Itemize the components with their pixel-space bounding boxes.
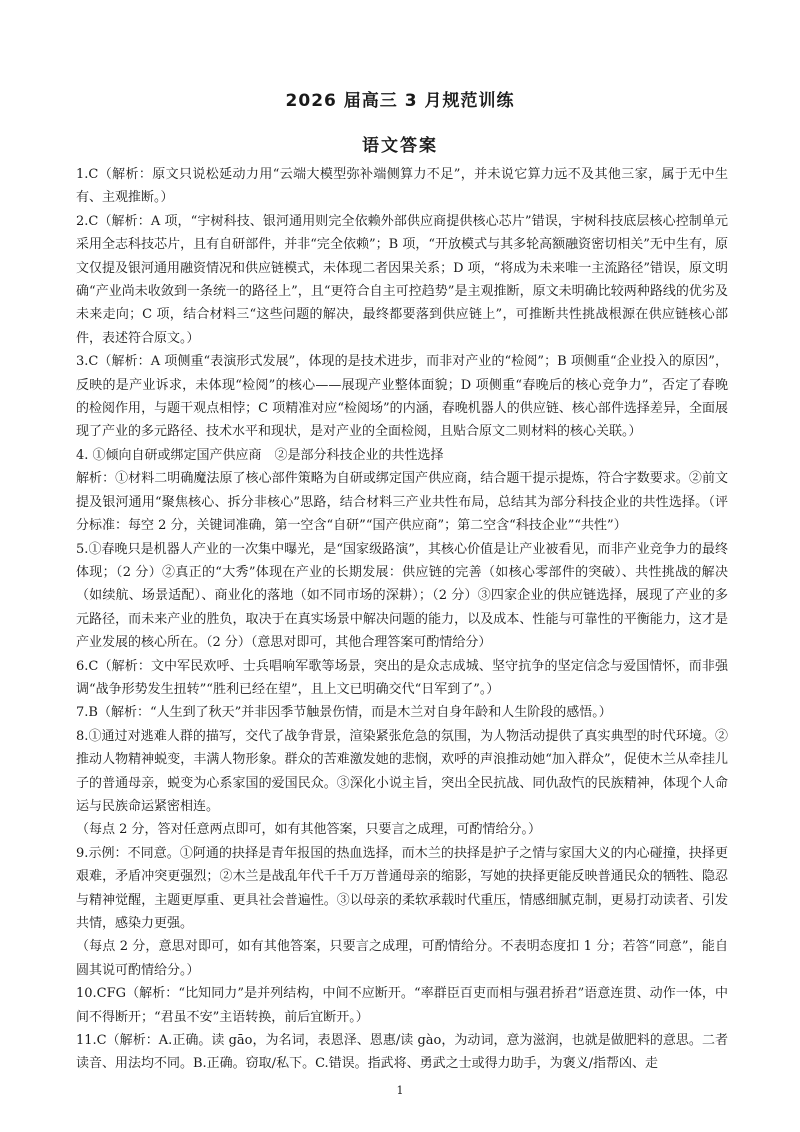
answer-paragraph: 9.示例：不同意。①阿通的抉择是青年报国的热血选择，而木兰的抉择是护子之情与家国大义的内心碰撞，抉择更艰难，矛盾冲突更强烈；②木兰是战乱年代千千万万普通母亲的缩影，写她的抉择更能反映普通民众的牺牲、隐忍与精神觉醒，主题更厚重、更具社会普遍性。③以母亲的柔软承载时代重压，情感细腻克制，更易打动读者、引发共情，感染力更强。: [76, 845, 728, 931]
answer-body: [76, 163, 728, 1076]
answer-paragraph: 7.B（解析：“人生到了秋天”并非因季节触景伤情，而是木兰对自身年龄和人生阶段的感悟。）: [76, 705, 612, 721]
document-title: 2026 届高三 3 月规范训练: [285, 91, 515, 111]
answer-paragraph: （每点 2 分，意思对即可，如有其他答案，只要言之成理，可酌情给分。不表明态度扣 1 分；若答“同意”，能自圆其说可酌情给分。）: [76, 939, 728, 978]
answer-paragraph: 11.C（解析：A.正确。读 gāo，为名词，表恩泽、恩惠/读 gào，为动词，意为滋润，也就是做肥料的意思。二者读音、用法均不同。B.正确。窃取/私下。C.错误。指武将、勇武之士或得力助手，为褒义/指帮凶、走: [76, 1033, 728, 1072]
page-number: 1: [396, 1084, 404, 1097]
answer-paragraph: 5.①春晚只是机器人产业的一次集中曝光，是“国家级路演”，其核心价值是让产业被看见，而非产业竞争力的最终体现；（2 分）②真正的“大秀”体现在产业的长期发展：供应链的完善（如核心零部件的突破）、共性挑战的解决（如续航、场景适配）、商业化的落地（如不同市场的深耕）；（2 分）③四家企业的供应链选择，展现了产业的多元路径，而未来产业的胜负，取决于在真实场景中解决问题的能力，以及成本、性能与可靠性的平衡能力，这才是产业发展的核心所在。（2 分）（意思对即可，其他合理答案可酌情给分）: [76, 541, 728, 651]
answer-paragraph: 8.①通过对逃难人群的描写，交代了战争背景，渲染紧张危急的氛围，为人物活动提供了真实典型的时代环境。②推动人物精神蜕变，丰满人物形象。群众的苦难激发她的悲悯，欢呼的声浪推动她“加入群众”，促使木兰从牵挂儿子的普通母亲，蜕变为心系家国的爱国民众。③深化小说主旨，突出全民抗战、同仇敌忾的民族精神，体现个人命运与民族命运紧密相连。: [76, 728, 728, 814]
answer-paragraph: 解析：①材料二明确魔法原了核心部件策略为自研或绑定国产供应商，结合题干提示提炼，符合字数要求。②前文提及银河通用“聚焦核心、拆分非核心”思路，结合材料三产业共性布局，总结其为部分科技企业的共性选择。（评分标准：每空 2 分，关键词准确，第一空含“自研”“国产供应商”；第二空含“科技企业”“共性”）: [76, 471, 728, 534]
answer-paragraph: （每点 2 分，答对任意两点即可，如有其他答案，只要言之成理，可酌情给分。）: [76, 822, 542, 838]
document-subtitle: 语文答案: [362, 136, 438, 156]
answer-paragraph: 10.CFG（解析：“比知同力”是并列结构，中间不应断开。“率群臣百吏而相与强君挢君”语意连贯、动作一体，中间不得断开；“君虽不安”主语转换，前后宜断开。）: [76, 986, 728, 1025]
answer-paragraph: 2.C（解析：A 项，“宇树科技、银河通用则完全依赖外部供应商提供核心芯片”错误，宇树科技底层核心控制单元采用全志科技芯片，且有自研部件，并非“完全依赖”；B 项，“开放模式与其多轮高额融资密切相关”无中生有，原文仅提及银河通用融资情况和供应链模式，未体现二者因果关系；D 项，“将成为未来唯一主流路径”错误，原文明确“产业尚未收敛到一条统一的路径上”，且“更符合自主可控趋势”是主观推断，原文未明确比较两种路线的优劣及未来走向；C 项，结合材料三“这些问题的解决，最终都要落到供应链上”，可推断共性挑战根源在供应链核心部件，表述符合原文。）: [76, 213, 728, 346]
answer-paragraph: 1.C（解析：原文只说松延动力用“云端大模型弥补端侧算力不足”，并未说它算力远不及其他三家，属于无中生有、主观推断。）: [76, 167, 728, 206]
answer-paragraph: 3.C（解析：A 项侧重“表演形式发展”，体现的是技术进步，而非对产业的“检阅”；B 项侧重“企业投入的原因”，反映的是产业诉求，未体现“检阅”的核心——展现产业整体面貌；D 项侧重“春晚后的核心竞争力”，否定了春晚的检阅作用，与题干观点相悖；C 项精准对应“检阅场”的内涵，春晚机器人的供应链、核心部件选择差异，全面展现了产业的多元路径、技术水平和现状，是对产业的全面检阅，且贴合原文二则材料的核心关联。）: [76, 354, 728, 440]
answer-paragraph: 6.C（解析：文中军民欢呼、士兵唱响军歌等场景，突出的是众志成城、坚守抗争的坚定信念与爱国情怀，而非强调“战争形势发生扭转”“胜利已经在望”，且上文已明确交代“日军到了”。）: [76, 658, 728, 697]
answer-paragraph: 4. ①倾向自研或绑定国产供应商 ②是部分科技企业的共性选择: [76, 447, 444, 463]
